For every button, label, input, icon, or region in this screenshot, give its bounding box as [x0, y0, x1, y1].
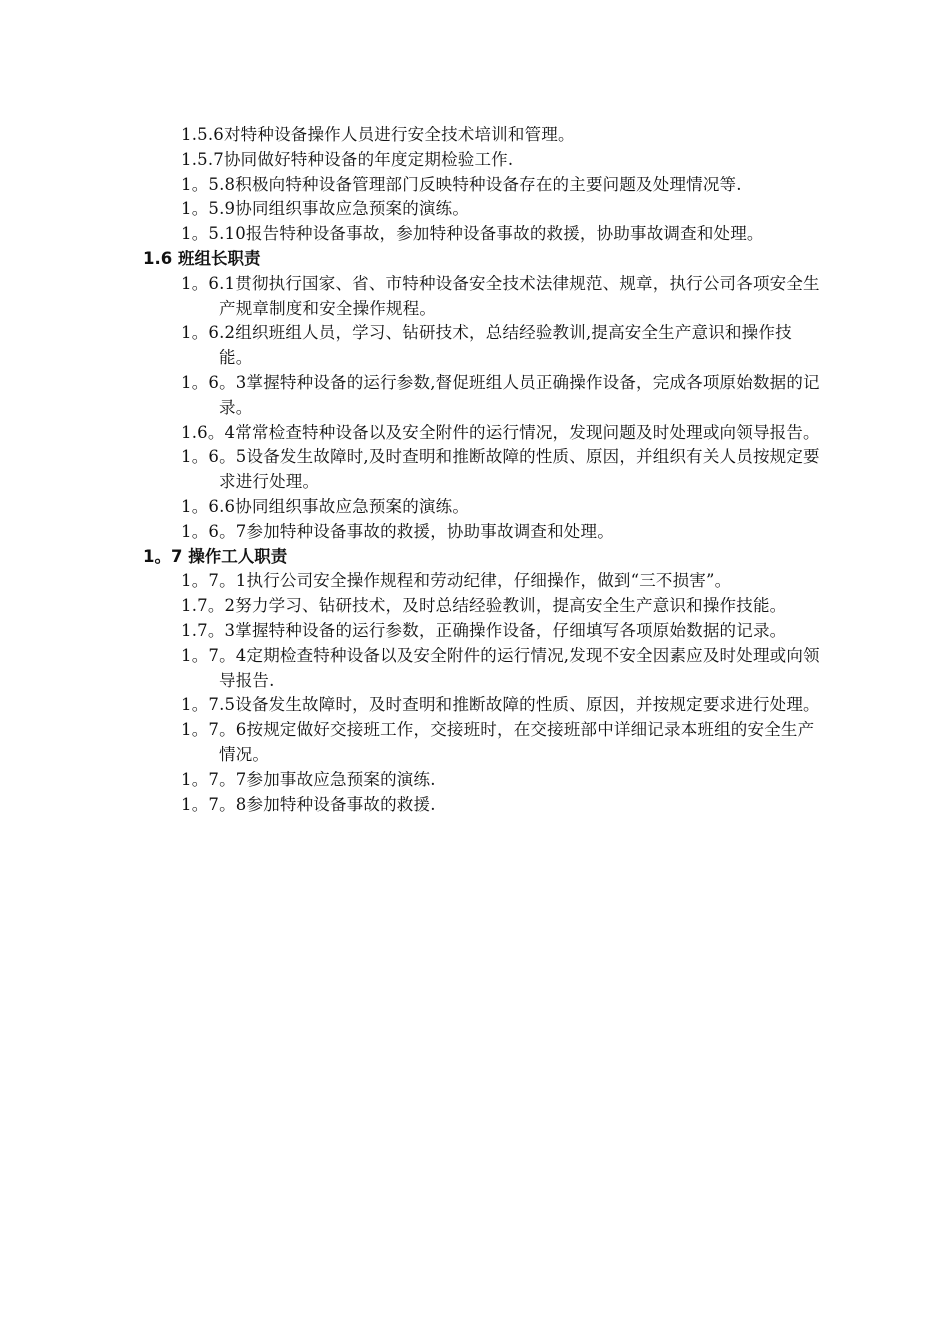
clause-1-6-5: 1。6。5设备发生故障时,及时查明和推断故障的性质、原因，并组织有关人员按规定要求进行处理。: [181, 447, 820, 492]
clause-1-6-1: 1。6.1贯彻执行国家、省、市特种设备安全技术法律规范、规章，执行公司各项安全生产规章制度和安全操作规程。: [181, 273, 820, 318]
clause-1-6-7: 1。6。7参加特种设备事故的救援，协助事故调查和处理。: [181, 521, 614, 541]
clause-1-7-1: 1。7。1执行公司安全操作规程和劳动纪律，仔细操作，做到“三不损害”。: [181, 571, 732, 591]
clause-1-5-7: 1.5.7协同做好特种设备的年度定期检验工作.: [181, 149, 514, 169]
clause-1-6-6: 1。6.6协同组织事故应急预案的演练。: [181, 496, 470, 516]
section-heading-1-6: 1.6 班组长职责: [143, 248, 261, 268]
clause-1-6-2: 1。6.2组织班组人员，学习、钻研技术，总结经验教训,提高安全生产意识和操作技能。: [181, 323, 792, 368]
clause-1-6-4: 1.6。4常常检查特种设备以及安全附件的运行情况，发现问题及时处理或向领导报告。: [181, 422, 820, 442]
clause-1-5-8: 1。5.8积极向特种设备管理部门反映特种设备存在的主要问题及处理情况等.: [181, 174, 742, 194]
clause-1-5-6: 1.5.6对特种设备操作人员进行安全技术培训和管理。: [181, 125, 575, 144]
document-body: [143, 123, 823, 817]
clause-1-7-7: 1。7。7参加事故应急预案的演练.: [181, 769, 436, 789]
clause-1-7-8: 1。7。8参加特种设备事故的救援.: [181, 794, 436, 814]
clause-1-7-3: 1.7。3掌握特种设备的运行参数，正确操作设备，仔细填写各项原始数据的记录。: [181, 620, 787, 640]
section-heading-1-7: 1。7 操作工人职责: [143, 546, 288, 566]
clause-1-5-10: 1。5.10报告特种设备事故，参加特种设备事故的救援，协助事故调查和处理。: [181, 224, 764, 244]
clause-1-7-4: 1。7。4定期检查特种设备以及安全附件的运行情况,发现不安全因素应及时处理或向领导报告.: [181, 645, 820, 690]
clause-1-7-2: 1.7。2努力学习、钻研技术，及时总结经验教训，提高安全生产意识和操作技能。: [181, 596, 787, 616]
clause-1-6-3: 1。6。3掌握特种设备的运行参数,督促班组人员正确操作设备，完成各项原始数据的记录。: [181, 372, 820, 417]
clause-1-7-6: 1。7。6按规定做好交接班工作，交接班时，在交接班部中详细记录本班组的安全生产情况。: [181, 720, 815, 764]
clause-1-7-5: 1。7.5设备发生故障时，及时查明和推断故障的性质、原因，并按规定要求进行处理。: [181, 695, 820, 715]
clause-1-5-9: 1。5.9协同组织事故应急预案的演练。: [181, 199, 470, 219]
